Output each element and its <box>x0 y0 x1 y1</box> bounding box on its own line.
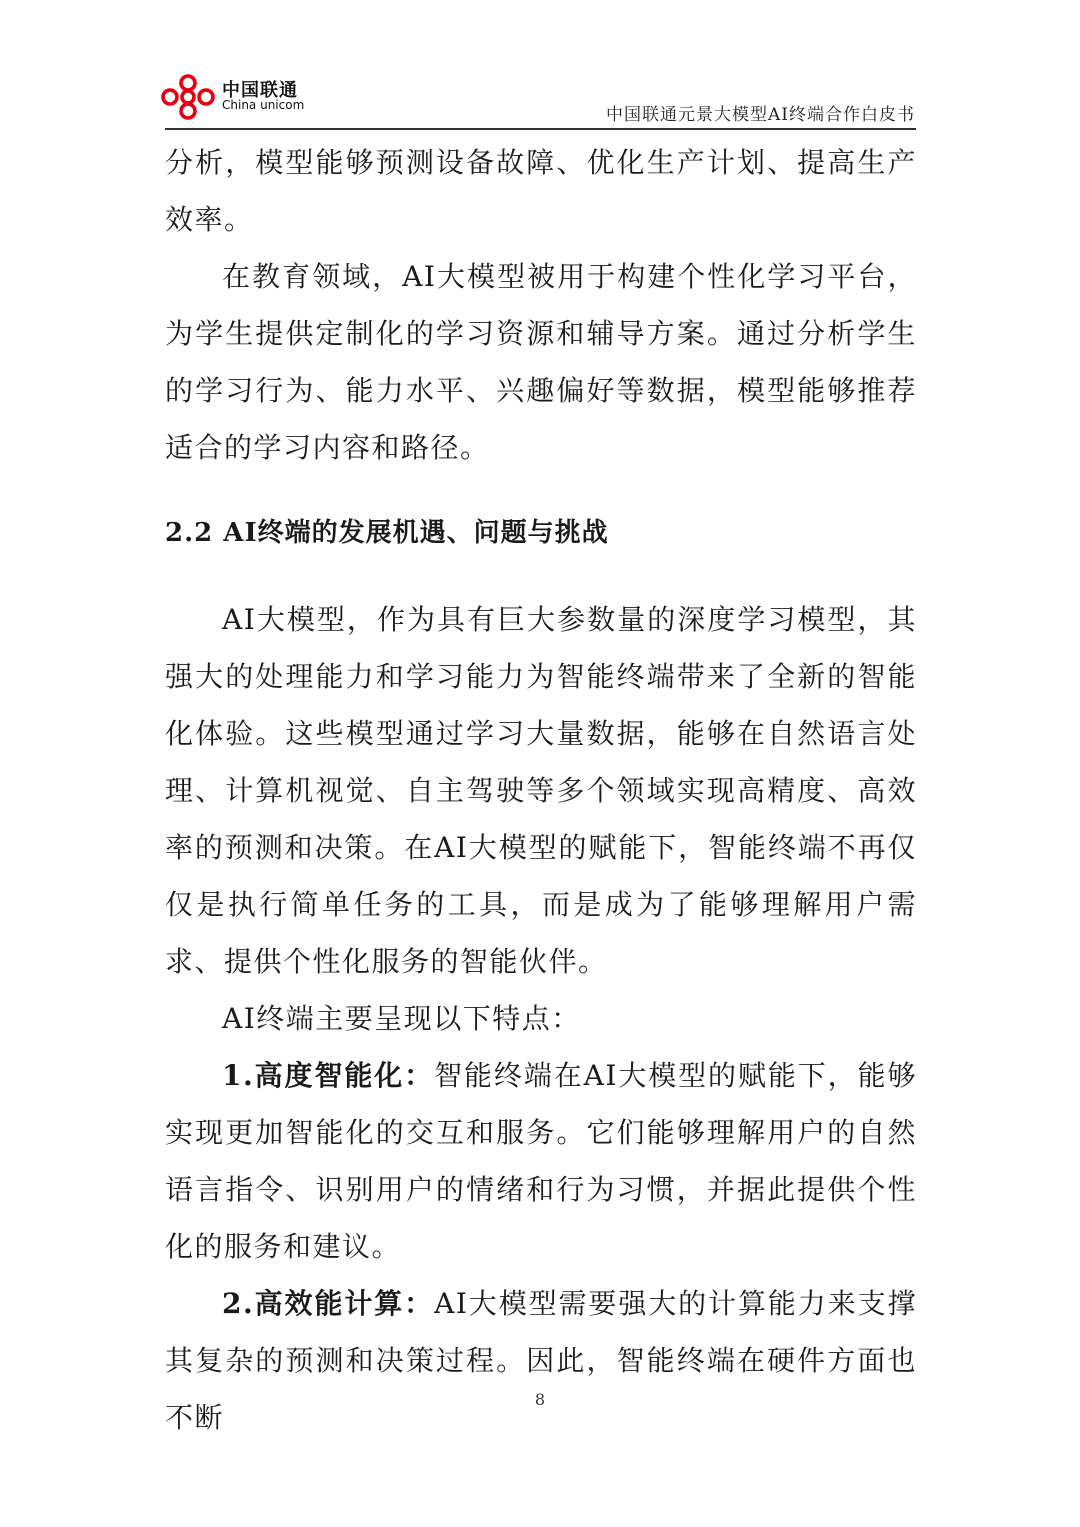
list-item-computing <box>165 1275 917 1446</box>
paragraph-manufacturing: 分析，模型能够预测设备故障、优化生产计划、提高生产效率。 <box>165 146 917 236</box>
paragraph-features-intro: AI终端主要呈现以下特点： <box>222 1002 581 1035</box>
list-item-text: AI大模型需要强大的计算能力来支撑其复杂的预测和决策过程。因此，智能终端在硬件方面也不断 <box>165 1287 917 1434</box>
header-divider <box>165 128 916 130</box>
page-body <box>165 134 917 1446</box>
china-unicom-logo <box>160 74 310 124</box>
section-heading: 2.2 AI终端的发展机遇、问题与挑战 <box>165 518 609 548</box>
logo-chinese-name: 中国联通 <box>222 80 298 101</box>
list-item-intelligence <box>165 1047 917 1275</box>
paragraph-education: 在教育领域，AI大模型被用于构建个性化学习平台，为学生提供定制化的学习资源和辅导方案。通过分析学生的学习行为、能力水平、兴趣偏好等数据，模型能够推荐适合的学习内容和路径。 <box>165 260 917 464</box>
list-item-text: 智能终端在AI大模型的赋能下，能够实现更加智能化的交互和服务。它们能够理解用户的自然语言指令、识别用户的情绪和行为习惯，并据此提供个性化的服务和建议。 <box>165 1059 917 1263</box>
page-header <box>0 0 1080 135</box>
list-item-title: 1.高度智能化： <box>222 1059 435 1092</box>
list-item-title: 2.高效能计算： <box>222 1287 435 1320</box>
logo-english-name: China unicom <box>222 98 305 112</box>
document-title: 中国联通元景大模型AI终端合作白皮书 <box>606 105 915 125</box>
paragraph-ai-models: AI大模型，作为具有巨大参数量的深度学习模型，其强大的处理能力和学习能力为智能终端带来了全新的智能化体验。这些模型通过学习大量数据，能够在自然语言处理、计算机视觉、自主驾驶等多个领域实现高精度、高效率的预测和决策。在AI大模型的赋能下，智能终端不再仅仅是执行简单任务的工具，而是成为了能够理解用户需求、提供个性化服务的智能伙伴。 <box>165 603 917 978</box>
unicom-knot-icon <box>160 74 216 120</box>
page-number: 8 <box>534 1390 546 1409</box>
